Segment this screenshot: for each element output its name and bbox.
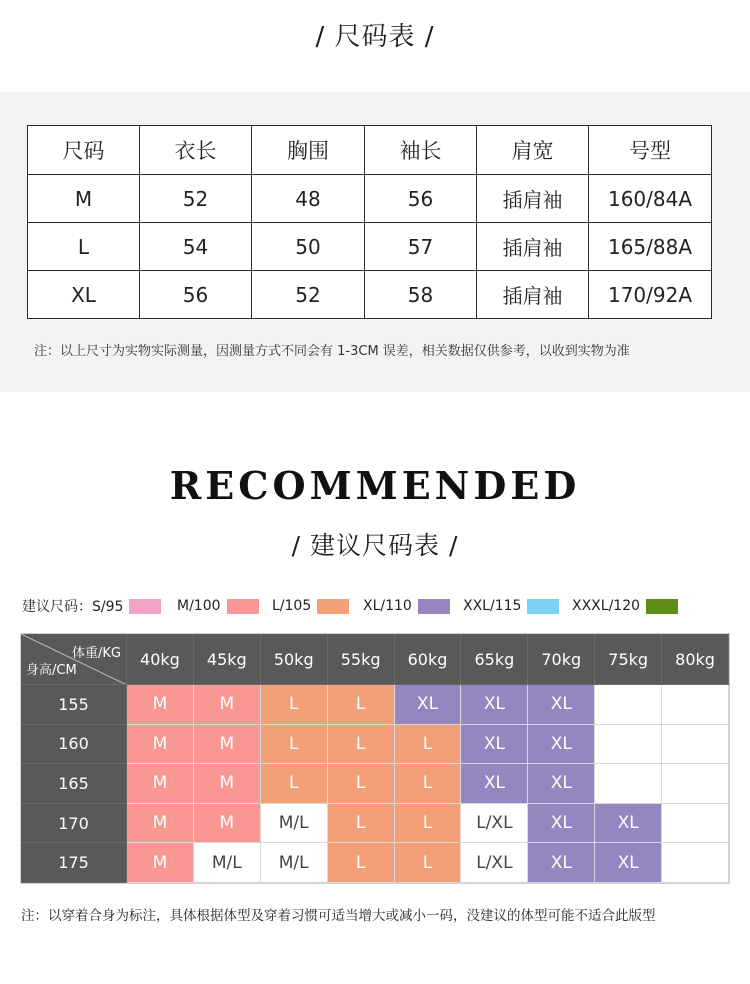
size-cell	[595, 685, 662, 725]
table-cell: 50	[252, 223, 365, 271]
size-cell: XL	[461, 764, 528, 804]
weight-header: 75kg	[595, 634, 662, 685]
size-cell: M	[194, 685, 261, 725]
table-cell: 52	[140, 175, 252, 223]
weight-header: 40kg	[127, 634, 194, 685]
table-cell: M	[28, 175, 140, 223]
size-cell	[662, 685, 729, 725]
recommended-size-grid	[20, 633, 730, 884]
size-cell: L	[328, 804, 395, 844]
table-cell: XL	[28, 271, 140, 319]
corner-weight-label: 体重/KG	[72, 646, 121, 661]
recommended-note: 注：以穿着合身为标注，具体根据体型及穿着习惯可适当增大或减小一码，没建议的体型可能不适合此版型	[21, 908, 656, 924]
size-chart-header: 胸围	[252, 126, 365, 175]
size-chart-title: / 尺码表 /	[315, 22, 435, 52]
size-cell: M/L	[261, 843, 328, 883]
size-cell: M	[194, 725, 261, 765]
size-cell: XL	[528, 804, 595, 844]
legend-item	[463, 596, 559, 616]
size-cell: XL	[461, 685, 528, 725]
table-cell: L	[28, 223, 140, 271]
weight-header: 45kg	[194, 634, 261, 685]
size-cell	[662, 725, 729, 765]
size-cell: M/L	[261, 804, 328, 844]
table-cell: 48	[252, 175, 365, 223]
size-cell: L	[261, 685, 328, 725]
size-cell: M	[127, 725, 194, 765]
weight-header: 70kg	[528, 634, 595, 685]
legend-label: M/100	[177, 598, 221, 614]
size-cell: XL	[528, 725, 595, 765]
table-cell: 56	[140, 271, 252, 319]
size-cell: XL	[595, 843, 662, 883]
legend-label: XL/110	[363, 598, 412, 614]
size-cell: L	[328, 725, 395, 765]
corner-height-label: 身高/CM	[26, 663, 77, 678]
weight-header: 80kg	[662, 634, 729, 685]
recommended-title: / 建议尺码表 /	[291, 531, 459, 560]
table-cell: 插肩袖	[477, 175, 589, 223]
size-chart-header: 肩宽	[477, 126, 589, 175]
height-header: 170	[21, 804, 127, 844]
size-chart-table	[27, 125, 712, 319]
size-legend	[22, 596, 732, 616]
size-cell: L	[395, 725, 462, 765]
table-row	[28, 175, 712, 223]
table-cell: 插肩袖	[477, 223, 589, 271]
size-cell	[662, 804, 729, 844]
size-chart-header: 衣长	[140, 126, 252, 175]
legend-swatch	[317, 599, 349, 614]
size-cell	[595, 764, 662, 804]
size-cell: L	[395, 804, 462, 844]
weight-header: 50kg	[261, 634, 328, 685]
size-cell: L/XL	[461, 804, 528, 844]
table-cell: 52	[252, 271, 365, 319]
size-cell: XL	[528, 764, 595, 804]
legend-label: XXXL/120	[572, 598, 641, 614]
weight-header: 55kg	[328, 634, 395, 685]
size-cell: L	[328, 843, 395, 883]
table-row	[28, 271, 712, 319]
size-chart-header: 尺码	[28, 126, 140, 175]
legend-swatch	[227, 599, 259, 614]
table-cell: 54	[140, 223, 252, 271]
size-cell: M	[194, 764, 261, 804]
size-cell: M	[127, 685, 194, 725]
table-cell: 56	[365, 175, 477, 223]
size-cell: XL	[595, 804, 662, 844]
size-cell	[662, 764, 729, 804]
size-cell: XL	[461, 725, 528, 765]
legend-item	[177, 596, 259, 616]
size-cell: L/XL	[461, 843, 528, 883]
size-cell: L	[261, 764, 328, 804]
size-cell	[595, 725, 662, 765]
legend-swatch	[527, 599, 559, 614]
size-chart-note: 注：以上尺寸为实物实际测量，因测量方式不同会有 1-3CM 误差，相关数据仅供参考，以收到实物为准	[34, 344, 630, 359]
size-cell: XL	[528, 843, 595, 883]
size-cell: M	[127, 804, 194, 844]
weight-header: 60kg	[395, 634, 462, 685]
table-cell: 165/88A	[589, 223, 712, 271]
legend-item	[22, 596, 161, 616]
size-cell: M/L	[194, 843, 261, 883]
legend-label: 建议尺码：S/95	[22, 599, 124, 615]
legend-swatch	[646, 599, 678, 614]
size-cell: M	[127, 764, 194, 804]
size-chart-header: 袖长	[365, 126, 477, 175]
table-cell: 58	[365, 271, 477, 319]
size-chart-header-row	[28, 126, 712, 175]
legend-item	[363, 596, 450, 616]
size-cell: L	[328, 764, 395, 804]
size-cell: XL	[528, 685, 595, 725]
height-header: 175	[21, 843, 127, 883]
table-cell: 插肩袖	[477, 271, 589, 319]
table-cell: 170/92A	[589, 271, 712, 319]
grid-corner-header	[21, 634, 127, 685]
size-cell: XL	[395, 685, 462, 725]
legend-item	[272, 596, 349, 616]
height-header: 160	[21, 725, 127, 765]
size-chart-header: 号型	[589, 126, 712, 175]
size-cell	[662, 843, 729, 883]
legend-item	[572, 596, 678, 616]
size-cell: L	[395, 843, 462, 883]
legend-swatch	[129, 599, 161, 614]
size-cell: M	[194, 804, 261, 844]
legend-swatch	[418, 599, 450, 614]
legend-label: L/105	[272, 598, 312, 614]
table-cell: 160/84A	[589, 175, 712, 223]
size-cell: M	[127, 843, 194, 883]
legend-label: XXL/115	[463, 598, 522, 614]
weight-header: 65kg	[461, 634, 528, 685]
height-header: 165	[21, 764, 127, 804]
table-row	[28, 223, 712, 271]
height-header: 155	[21, 685, 127, 725]
recommended-heading: RECOMMENDED	[169, 463, 581, 508]
size-cell: L	[261, 725, 328, 765]
size-cell: L	[328, 685, 395, 725]
size-cell: L	[395, 764, 462, 804]
table-cell: 57	[365, 223, 477, 271]
